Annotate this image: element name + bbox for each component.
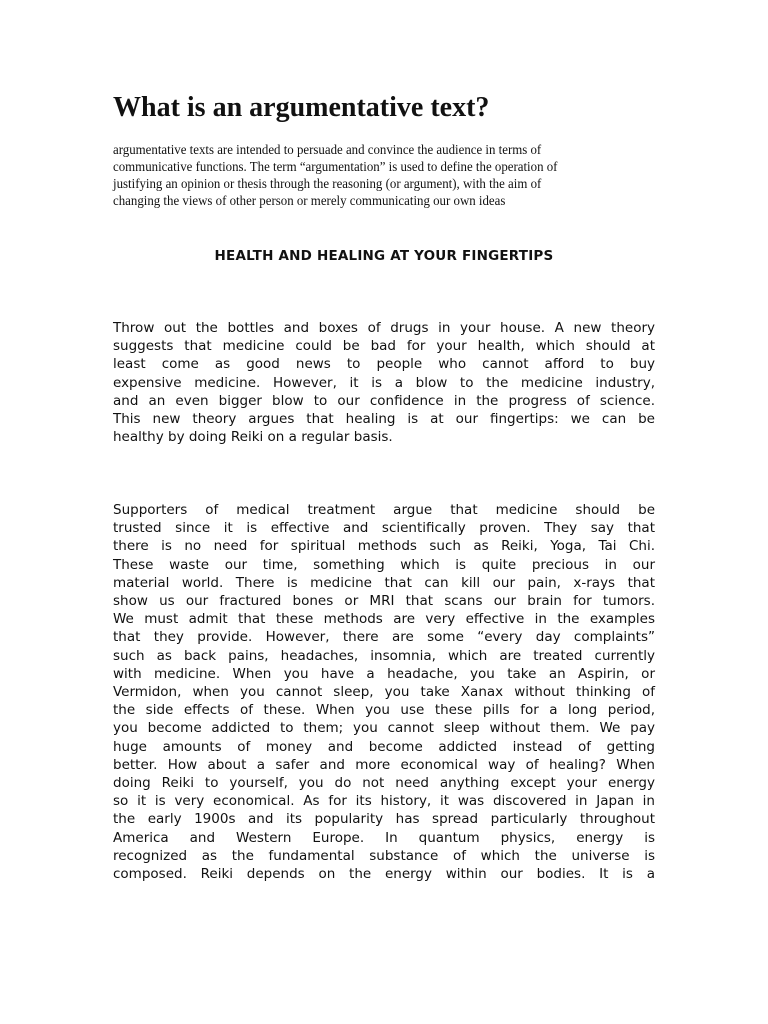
- paragraph-line: composed. Reiki depends on the energy within our bodies. It is a: [113, 866, 655, 883]
- paragraph-line: you become addicted to them; you cannot sleep without them. We pay: [113, 720, 655, 737]
- intro-line: changing the views of other person or merely communicating our own ideas: [113, 194, 506, 209]
- paragraph-line: Throw out the bottles and boxes of drugs in your house. A new theory: [113, 320, 655, 336]
- paragraph-line: doing Reiki to yourself, you do not need anything except your energy: [113, 775, 655, 792]
- paragraph-line: This new theory argues that healing is at our fingertips: we can be: [113, 411, 655, 428]
- paragraph-line: with medicine. When you have a headache, you take an Aspirin, or: [113, 665, 655, 682]
- intro-paragraph: [113, 142, 601, 210]
- paragraph-line: recognized as the fundamental substance of which the universe is: [113, 847, 655, 864]
- paragraph-line: least come as good news to people who cannot afford to buy: [113, 356, 655, 373]
- section-heading: HEALTH AND HEALING AT YOUR FINGERTIPS: [214, 248, 554, 264]
- paragraph-line: expensive medicine. However, it is a blow to the medicine industry,: [113, 374, 655, 391]
- paragraph-line: the side effects of these. When you use these pills for a long period,: [113, 702, 655, 719]
- paragraph-2: [113, 501, 655, 883]
- paragraph-line: that they provide. However, there are some “every day complaints”: [113, 629, 655, 646]
- intro-line: argumentative texts are intended to persuade and convince the audience in terms of: [113, 143, 542, 158]
- paragraph-line: and an even bigger blow to our confidence in the progress of science.: [113, 392, 655, 409]
- paragraph-line: America and Western Europe. In quantum physics, energy is: [113, 829, 655, 846]
- intro-line: justifying an opinion or thesis through the reasoning (or argument), with the aim of: [113, 177, 542, 192]
- paragraph-line: the early 1900s and its popularity has spread particularly throughout: [113, 811, 655, 828]
- paragraph-line: huge amounts of money and become addicted instead of getting: [113, 738, 655, 755]
- paragraph-line: Vermidon, when you cannot sleep, you take Xanax without thinking of: [113, 684, 655, 701]
- paragraph-line: These waste our time, something which is quite precious in our: [113, 556, 655, 573]
- paragraph-1: [113, 319, 655, 446]
- paragraph-line: there is no need for spiritual methods such as Reiki, Yoga, Tai Chi.: [113, 538, 655, 555]
- paragraph-line: suggests that medicine could be bad for your health, which should at: [113, 338, 655, 355]
- paragraph-line: such as back pains, headaches, insomnia, which are treated currently: [113, 647, 655, 664]
- paragraph-line: Supporters of medical treatment argue that medicine should be: [113, 502, 655, 518]
- document-title: What is an argumentative text?: [113, 92, 490, 123]
- paragraph-line: show us our fractured bones or MRI that scans our brain for tumors.: [113, 593, 655, 610]
- paragraph-line: so it is very economical. As for its history, it was discovered in Japan in: [113, 793, 655, 810]
- paragraph-line: healthy by doing Reiki on a regular basis.: [113, 429, 393, 446]
- paragraph-line: We must admit that these methods are very effective in the examples: [113, 611, 655, 628]
- intro-line: communicative functions. The term “argumentation” is used to define the operation of: [113, 160, 558, 175]
- paragraph-line: material world. There is medicine that can kill our pain, x-rays that: [113, 574, 655, 591]
- paragraph-line: trusted since it is effective and scientifically proven. They say that: [113, 520, 655, 537]
- paragraph-line: better. How about a safer and more economical way of healing? When: [113, 756, 655, 773]
